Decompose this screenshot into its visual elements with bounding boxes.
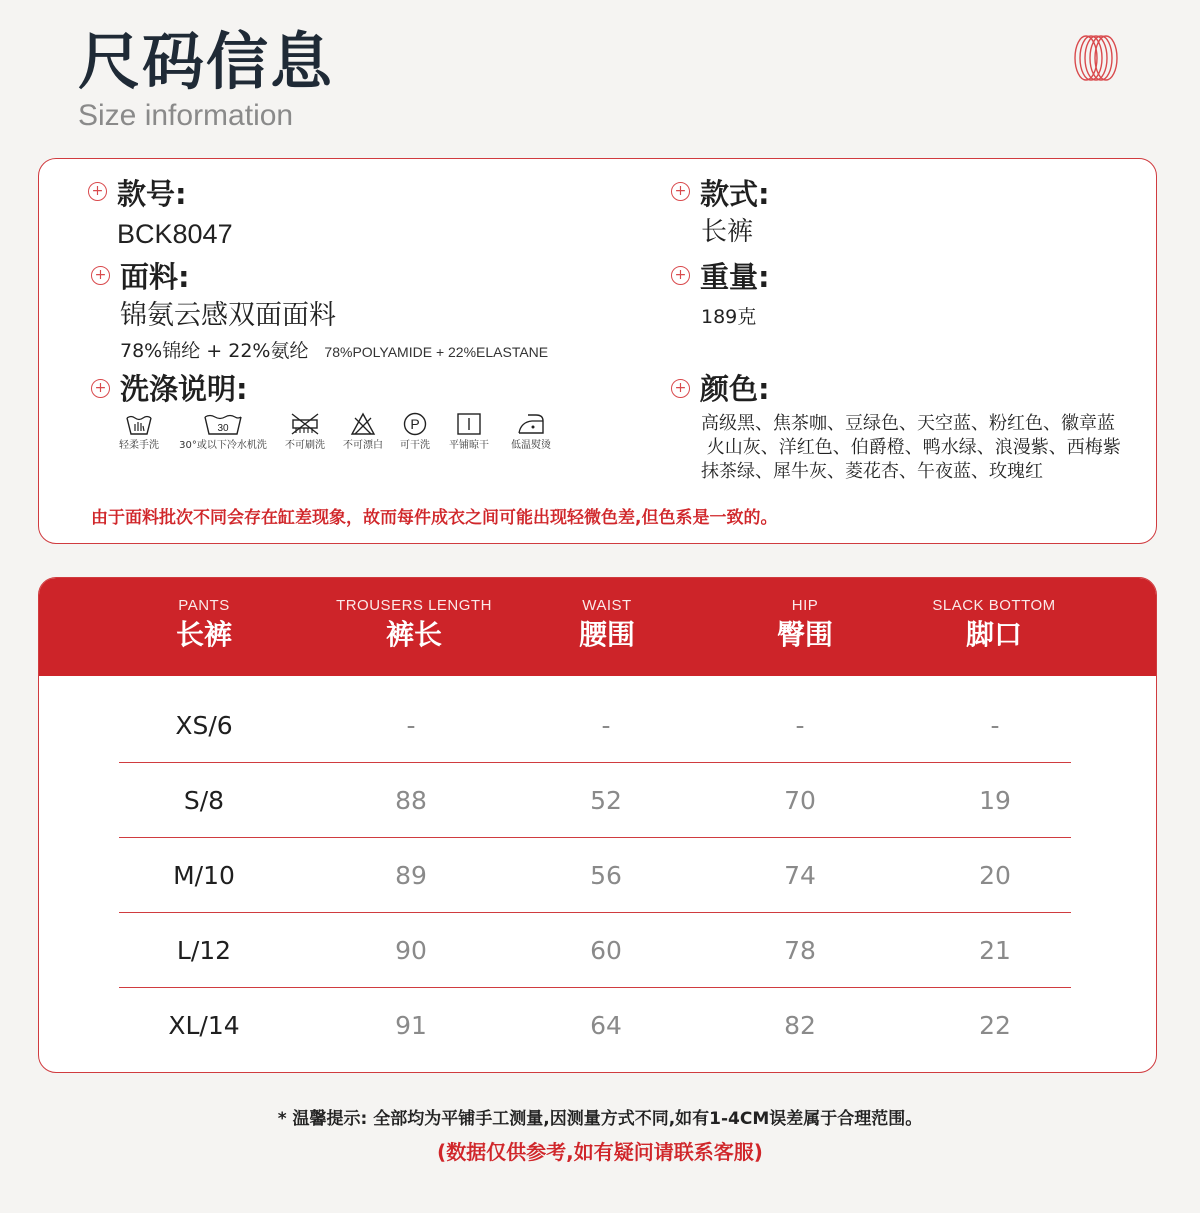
weight-value: 189克 (701, 306, 757, 328)
header-en: TROUSERS LENGTH (336, 597, 492, 614)
size-cell: XL/14 (168, 1011, 240, 1040)
measurement-tip: * 温馨提示: 全部均为平铺手工测量,因测量方式不同,如有1-4CM误差属于合理范围。 (277, 1109, 923, 1129)
header-en: HIP (791, 597, 819, 614)
no-bleach-icon (350, 412, 376, 436)
style-label: 款式: (700, 177, 770, 211)
care-item (113, 412, 165, 452)
color-difference-notice: 由于面料批次不同会存在缸差现象，故而每件成衣之间可能出现轻微色差,但色系是一致的。 (91, 508, 778, 528)
plus-circle-icon: + (671, 266, 690, 285)
size-cell: L/12 (176, 936, 232, 965)
care-item (337, 412, 389, 452)
header-cn: 长裤 (175, 618, 232, 651)
header-hip (695, 596, 915, 654)
color-line: 抹茶绿、犀牛灰、菱花杏、午夜蓝、玫瑰红 (701, 461, 1043, 482)
low-iron-icon (516, 412, 546, 436)
hand-wash-icon (125, 412, 153, 436)
table-cell: 89 (395, 861, 427, 890)
wash-label: 洗涤说明: (120, 372, 248, 406)
header-slack-bottom (884, 596, 1104, 654)
machine-wash-30-icon (202, 412, 244, 436)
dry-clean-letter: P (410, 416, 420, 432)
care-item (503, 412, 559, 452)
table-cell: 20 (979, 861, 1011, 890)
color-list (701, 412, 1151, 484)
fabric-value: 锦氨云感双面面料 (120, 300, 336, 331)
care-label: 不可漂白 (343, 440, 383, 451)
table-row (119, 913, 1071, 988)
size-cell: XS/6 (175, 711, 233, 740)
table-cell: 56 (590, 861, 622, 890)
header-pants (94, 596, 314, 654)
care-item (279, 412, 331, 452)
header-en: WAIST (582, 597, 632, 614)
table-cell: - (601, 711, 611, 740)
style-number-label: 款号: (117, 177, 187, 211)
table-cell: 74 (784, 861, 816, 890)
dry-clean-p-icon (402, 412, 428, 436)
plus-circle-icon: + (671, 182, 690, 201)
header-cn: 脚口 (965, 618, 1022, 651)
weight-label: 重量: (700, 260, 770, 294)
table-cell: 88 (395, 786, 427, 815)
size-cell: M/10 (173, 861, 235, 890)
table-cell: 91 (395, 1011, 427, 1040)
style-value: 长裤 (701, 217, 754, 247)
header-en: PANTS (178, 597, 230, 614)
table-row (119, 763, 1071, 838)
care-instructions (113, 412, 593, 462)
header-trousers-length (304, 596, 524, 654)
style-number-value: BCK8047 (117, 219, 233, 249)
table-cell: - (406, 711, 416, 740)
table-row (119, 838, 1071, 913)
header-waist (497, 596, 717, 654)
plus-circle-icon: + (671, 379, 690, 398)
care-item (393, 412, 437, 452)
rings-decoration-icon (1072, 34, 1120, 82)
table-cell: 60 (590, 936, 622, 965)
fabric-composition-en: 78%POLYAMIDE + 22%ELASTANE (324, 344, 549, 360)
reference-note: (数据仅供参考,如有疑问请联系客服) (437, 1140, 763, 1164)
plus-circle-icon: + (88, 182, 107, 201)
table-cell: - (990, 711, 1000, 740)
care-item (441, 412, 497, 452)
table-header (39, 578, 1156, 676)
header-en: SLACK BOTTOM (932, 597, 1056, 614)
plus-circle-icon: + (91, 266, 110, 285)
care-label: 平铺晾干 (449, 440, 489, 451)
table-row (119, 988, 1071, 1063)
fabric-label: 面料: (120, 260, 190, 294)
dry-flat-icon (456, 412, 482, 436)
table-row (119, 688, 1071, 763)
table-cell: 78 (784, 936, 816, 965)
care-label: 可干洗 (400, 440, 430, 451)
table-cell: 70 (784, 786, 816, 815)
table-cell: - (795, 711, 805, 740)
care-label: 不可刷洗 (285, 440, 325, 451)
header-cn: 腰围 (578, 618, 635, 651)
table-cell: 90 (395, 936, 427, 965)
table-cell: 52 (590, 786, 622, 815)
color-line: 高级黑、焦茶咖、豆绿色、天空蓝、粉红色、徽章蓝 (701, 413, 1115, 434)
page-subtitle: Size information (78, 99, 294, 132)
care-label: 低温熨烫 (511, 440, 551, 451)
size-table (38, 577, 1157, 1073)
wash-temp-text: 30 (217, 423, 229, 434)
table-cell: 22 (979, 1011, 1011, 1040)
fabric-composition-cn: 78%锦纶 + 22%氨纶 (120, 340, 309, 362)
care-label: 30°或以下冷水机洗 (179, 440, 267, 451)
no-brush-icon (288, 412, 322, 436)
color-line: 火山灰、洋红色、伯爵橙、鸭水绿、浪漫紫、西梅紫 (701, 437, 1121, 458)
color-label: 颜色: (700, 372, 770, 406)
care-label: 轻柔手洗 (119, 440, 159, 451)
table-cell: 21 (979, 936, 1011, 965)
page-title: 尺码信息 (78, 25, 335, 98)
header-cn: 裤长 (385, 618, 442, 651)
table-cell: 19 (979, 786, 1011, 815)
table-cell: 82 (784, 1011, 816, 1040)
table-cell: 64 (590, 1011, 622, 1040)
header-cn: 臀围 (776, 618, 833, 651)
care-item (173, 412, 273, 452)
size-cell: S/8 (183, 786, 225, 815)
plus-circle-icon: + (91, 379, 110, 398)
product-info-card (38, 158, 1157, 544)
